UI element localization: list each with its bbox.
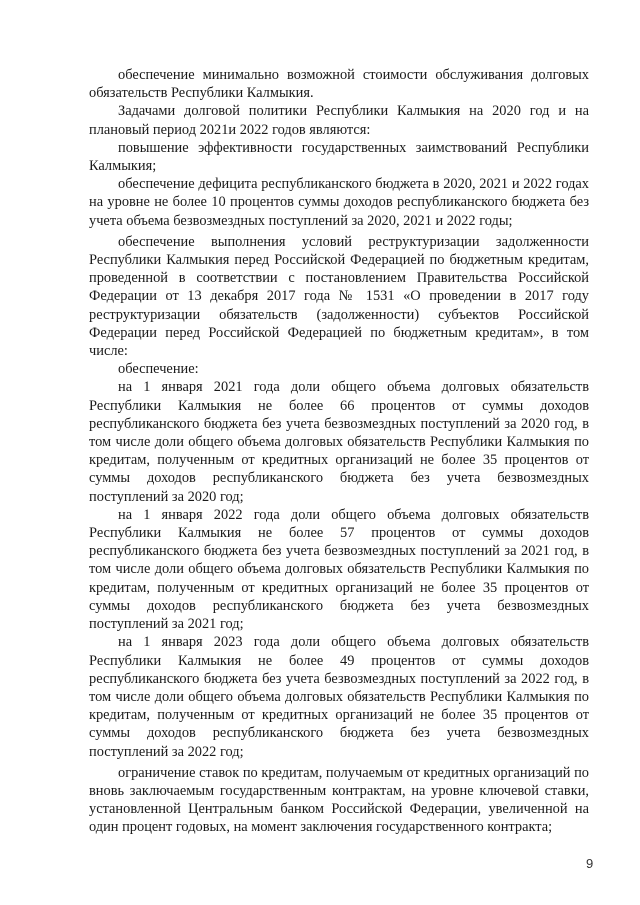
paragraph: обеспечение: (118, 361, 199, 378)
paragraph: ограничение ставок по кредитам, получаемым от кредитных организаций по вновь заключаемым государственным контрактам, на уровне ключевой ставки, установленной Центральным банком Российской Федерации, увеличенной на один процент годовых, на момент заключения государственного контракта; (89, 764, 589, 836)
paragraph: обеспечение дефицита республиканского бюджета в 2020, 2021 и 2022 годах на уровне не более 10 процентов суммы доходов республиканского бюджета без учета объема безвозмездных поступлений за 2020, 2021 и 2022 годы; (89, 176, 589, 229)
paragraph: повышение эффективности государственных заимствований Республики Калмыкия; (89, 139, 589, 175)
paragraph: обеспечение минимально возможной стоимости обслуживания долговых обязательств Республики Калмыкия. (89, 67, 589, 102)
paragraph: обеспечение выполнения условий реструктуризации задолженности Республики Калмыкия перед Российской Федерацией по бюджетным кредитам, проведенной в соответствии с постановлением Правительства Российской Федерации от 13 декабря 2017 года № 1531 «О проведении в 2017 году реструктуризации обязательств (задолженности) субъектов Российской Федерации перед Российской Федерацией по бюджетным кредитам», в том числе: (89, 233, 589, 360)
paragraph: на 1 января 2021 года доли общего объема долговых обязательств Республики Калмыкия не более 66 процентов от суммы доходов республиканского бюджета без учета безвозмездных поступлений за 2020 год, в том числе доли общего объема долговых обязательств Республики Калмыкия по кредитам, полученным от кредитных организаций не более 35 процентов от суммы доходов республиканского бюджета без учета безвозмездных поступлений за 2020 год; (89, 379, 589, 505)
paragraph: на 1 января 2023 года доли общего объема долговых обязательств Республики Калмыкия не более 49 процентов от суммы доходов республиканского бюджета без учета безвозмездных поступлений за 2022 год, в том числе доли общего объема долговых обязательств Республики Калмыкия по кредитам, полученным от кредитных организаций не более 35 процентов от суммы доходов республиканского бюджета без учета безвозмездных поступлений за 2022 год; (89, 634, 589, 760)
document-body (89, 66, 589, 837)
paragraph: Задачами долговой политики Республики Калмыкия на 2020 год и на плановый период 2021и 2022 годов являются: (89, 103, 589, 138)
page-number: 9 (586, 856, 594, 871)
paragraph: на 1 января 2022 года доли общего объема долговых обязательств Республики Калмыкия не более 57 процентов от суммы доходов республиканского бюджета без учета безвозмездных поступлений за 2021 год, в том числе доли общего объема долговых обязательств Республики Калмыкия по кредитам, полученным от кредитных организаций не более 35 процентов от суммы доходов республиканского бюджета без учета безвозмездных поступлений за 2021 год; (89, 506, 589, 633)
